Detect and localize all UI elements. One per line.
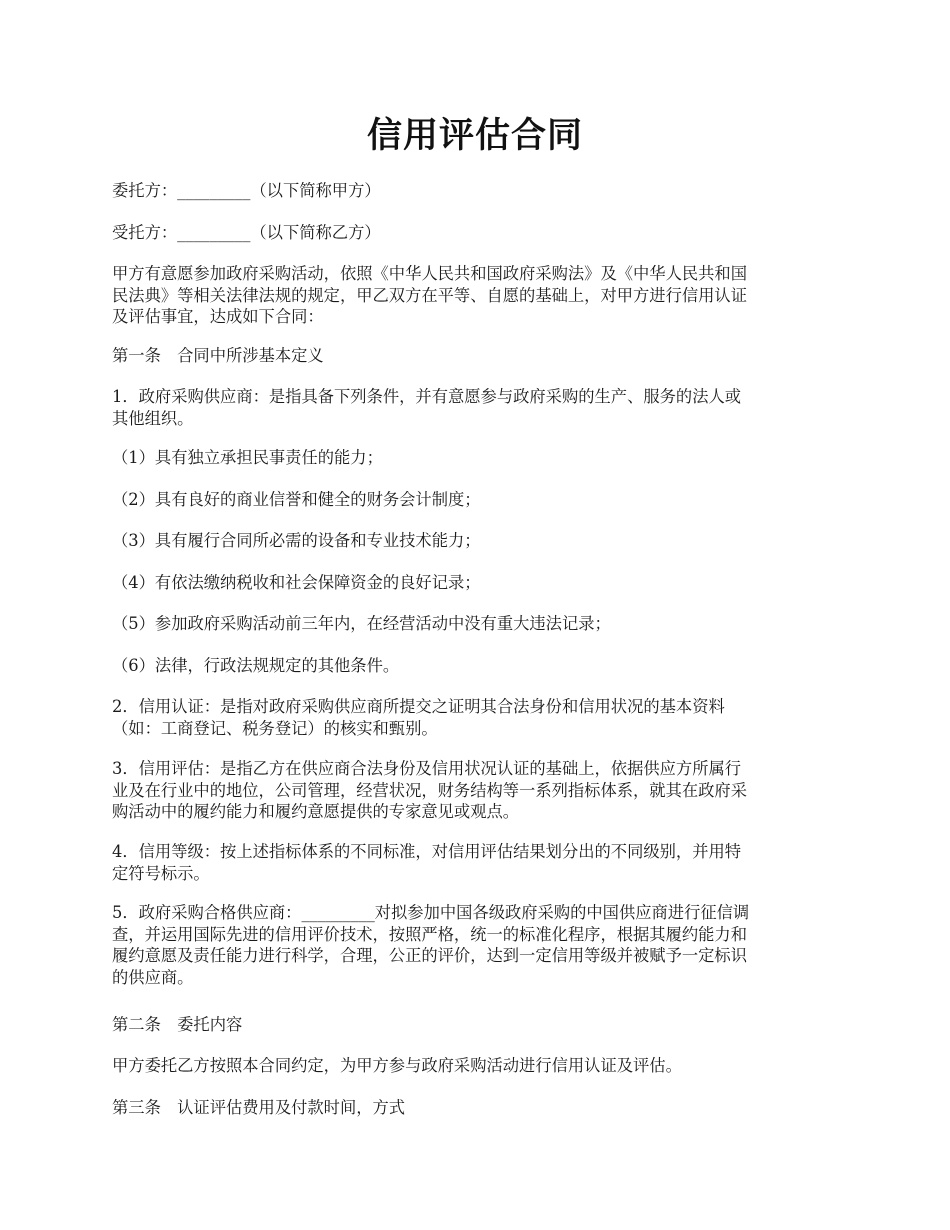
paragraph-line: 查，并运用国际先进的信用评价技术，按照严格，统一的标准化程序，根据其履约能力和 — [112, 924, 747, 944]
paragraph — [112, 1014, 842, 1036]
paragraph-line: 2．信用认证：是指对政府采购供应商所提交之证明其合法身份和信用状况的基本资料 — [112, 697, 725, 716]
paragraph-line: （4）有依法缴纳税收和社会保障资金的良好记录； — [112, 573, 481, 592]
paragraph-line: （2）具有良好的商业信誉和健全的财务会计制度； — [112, 490, 481, 509]
paragraph-line: （如：工商登记、税务登记）的核实和甄别。 — [112, 718, 438, 738]
paragraph — [112, 345, 842, 367]
paragraph-line: 第三条 认证评估费用及付款时间，方式 — [112, 1098, 406, 1117]
paragraph — [112, 489, 842, 511]
paragraph-line: 甲方有意愿参加政府采购活动，依照《中华人民共和国政府采购法》及《中华人民共和国 — [112, 264, 747, 283]
paragraph-line: 定符号标示。 — [112, 863, 210, 883]
paragraph-line: 委托方：_________（以下简称甲方） — [112, 181, 381, 200]
paragraph-line: 3．信用评估：是指乙方在供应商合法身份及信用状况认证的基础上，依据供应方所属行 — [112, 759, 742, 778]
paragraph-line: 4．信用等级：按上述指标体系的不同标准，对信用评估结果划分出的不同级别，并用特 — [112, 842, 742, 861]
paragraph-line: 及评估事宜，达成如下合同： — [112, 307, 324, 326]
paragraph — [112, 655, 842, 677]
document-title: 信用评估合同 — [366, 115, 583, 156]
paragraph — [112, 696, 842, 739]
paragraph-line: 第二条 委托内容 — [112, 1015, 243, 1034]
paragraph-line: 第一条 合同中所涉基本定义 — [112, 346, 324, 365]
paragraph-line: 5．政府采购合格供应商：_________对拟参加中国各级政府采购的中国供应商进行征信调 — [112, 903, 750, 922]
paragraph-line: 民法典》等相关法律法规的规定，甲乙双方在平等、自愿的基础上，对甲方进行信用认证 — [112, 285, 747, 305]
paragraph — [112, 758, 842, 823]
paragraph — [112, 1055, 842, 1077]
paragraph — [112, 386, 842, 429]
paragraph-line: （5）参加政府采购活动前三年内，在经营活动中没有重大违法记录； — [112, 614, 611, 633]
paragraph — [112, 530, 842, 552]
paragraph-line: 履约意愿及责任能力进行科学，合理，公正的评价，达到一定信用等级并被赋予一定标识 — [112, 946, 747, 965]
paragraph — [112, 263, 842, 328]
paragraph-line: （6）法律，行政法规规定的其他条件。 — [112, 656, 400, 675]
paragraph-line: 购活动中的履约能力和履约意愿提供的专家意见或观点。 — [112, 802, 520, 821]
paragraph-line: 1．政府采购供应商：是指具备下列条件，并有意愿参与政府采购的生产、服务的法人或 — [112, 387, 742, 406]
paragraph-line: 业及在行业中的地位，公司管理，经营状况，财务结构等一系列指标体系，就其在政府采 — [112, 780, 747, 800]
paragraph — [112, 447, 842, 469]
paragraph — [112, 180, 842, 202]
paragraph — [112, 902, 842, 988]
paragraph-line: 的供应商。 — [112, 967, 194, 987]
paragraph-line: 甲方委托乙方按照本合同约定，为甲方参与政府采购活动进行信用认证及评估。 — [112, 1056, 682, 1075]
paragraph-line: 其他组织。 — [112, 408, 194, 428]
paragraph-line: （1）具有独立承担民事责任的能力； — [112, 448, 383, 467]
paragraph-line: （3）具有履行合同所必需的设备和专业技术能力； — [112, 531, 481, 550]
paragraph-line: 受托方：_________（以下简称乙方） — [112, 223, 381, 242]
paragraph — [112, 841, 842, 884]
paragraph — [112, 613, 842, 635]
paragraph — [112, 572, 842, 594]
paragraph — [112, 1097, 842, 1119]
paragraph — [112, 222, 842, 244]
